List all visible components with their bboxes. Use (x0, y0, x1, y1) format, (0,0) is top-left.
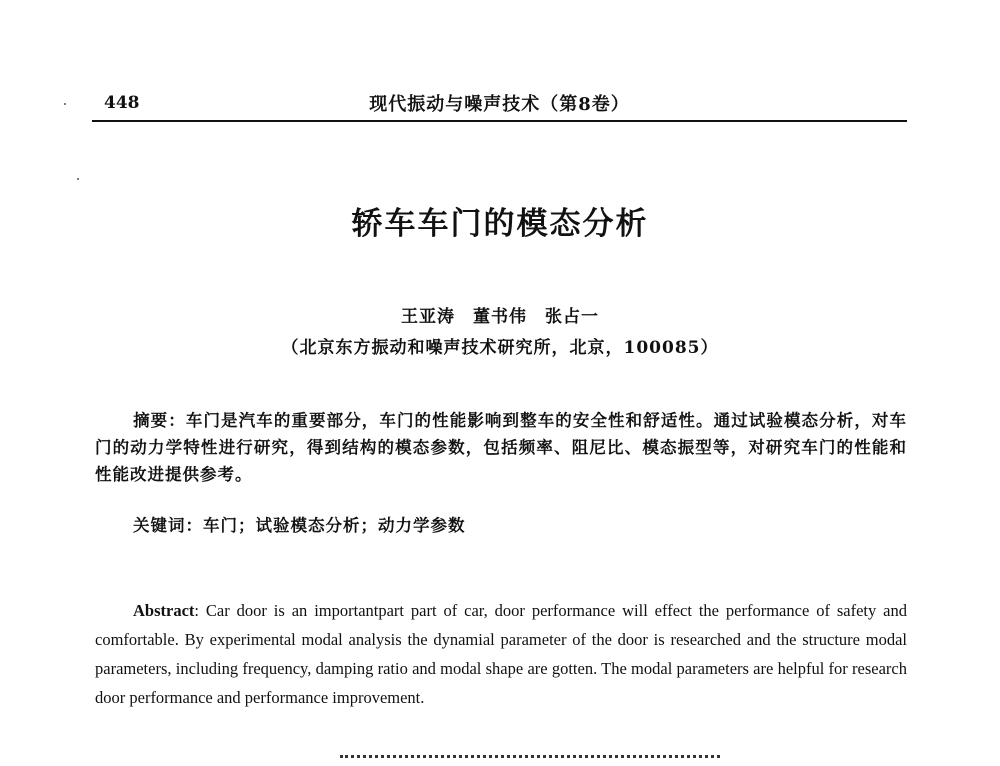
abstract-english (95, 596, 907, 712)
abstract-english-label: Abstract (133, 601, 195, 620)
abstract-chinese-label: 摘要： (133, 411, 186, 430)
header-rule (92, 120, 907, 122)
keywords-label: 关键词： (133, 516, 203, 535)
page-header (92, 88, 907, 120)
paper-title: 轿车车门的模态分析 (351, 206, 649, 242)
page-number: 448 (104, 93, 140, 113)
scan-speck (64, 103, 66, 105)
running-title: 现代振动与噪声技术（第8卷） (369, 94, 630, 115)
scan-speck (77, 178, 79, 180)
keywords-text: 车门；试验模态分析；动力学参数 (203, 516, 466, 535)
keywords-chinese (95, 512, 907, 536)
author-list: 王亚涛 董书伟 张占一 (401, 307, 599, 327)
abstract-chinese-text: 车门是汽车的重要部分，车门的性能影响到整车的安全性和舒适性。通过试验模态分析，对车门的动力学特性进行研究，得到结构的模态参数，包括频率、阻尼比、模态振型等，对研究车门的性能和性能改进提供参考。 (95, 411, 908, 484)
abstract-english-text: : Car door is an importantpart part of car, door performance will effect the performance of safety and comfortable. By experimental modal analysis the dynamial parameter of the door is researched and the structure modal parameters, including frequency, damping ratio and modal shape are gotten. The modal parameters are helpful for research door performance and performance improvement. (95, 601, 907, 707)
abstract-chinese (95, 407, 907, 488)
cropped-text-line (340, 755, 720, 766)
affiliation: （北京东方振动和噪声技术研究所，北京，100085） (281, 338, 719, 358)
